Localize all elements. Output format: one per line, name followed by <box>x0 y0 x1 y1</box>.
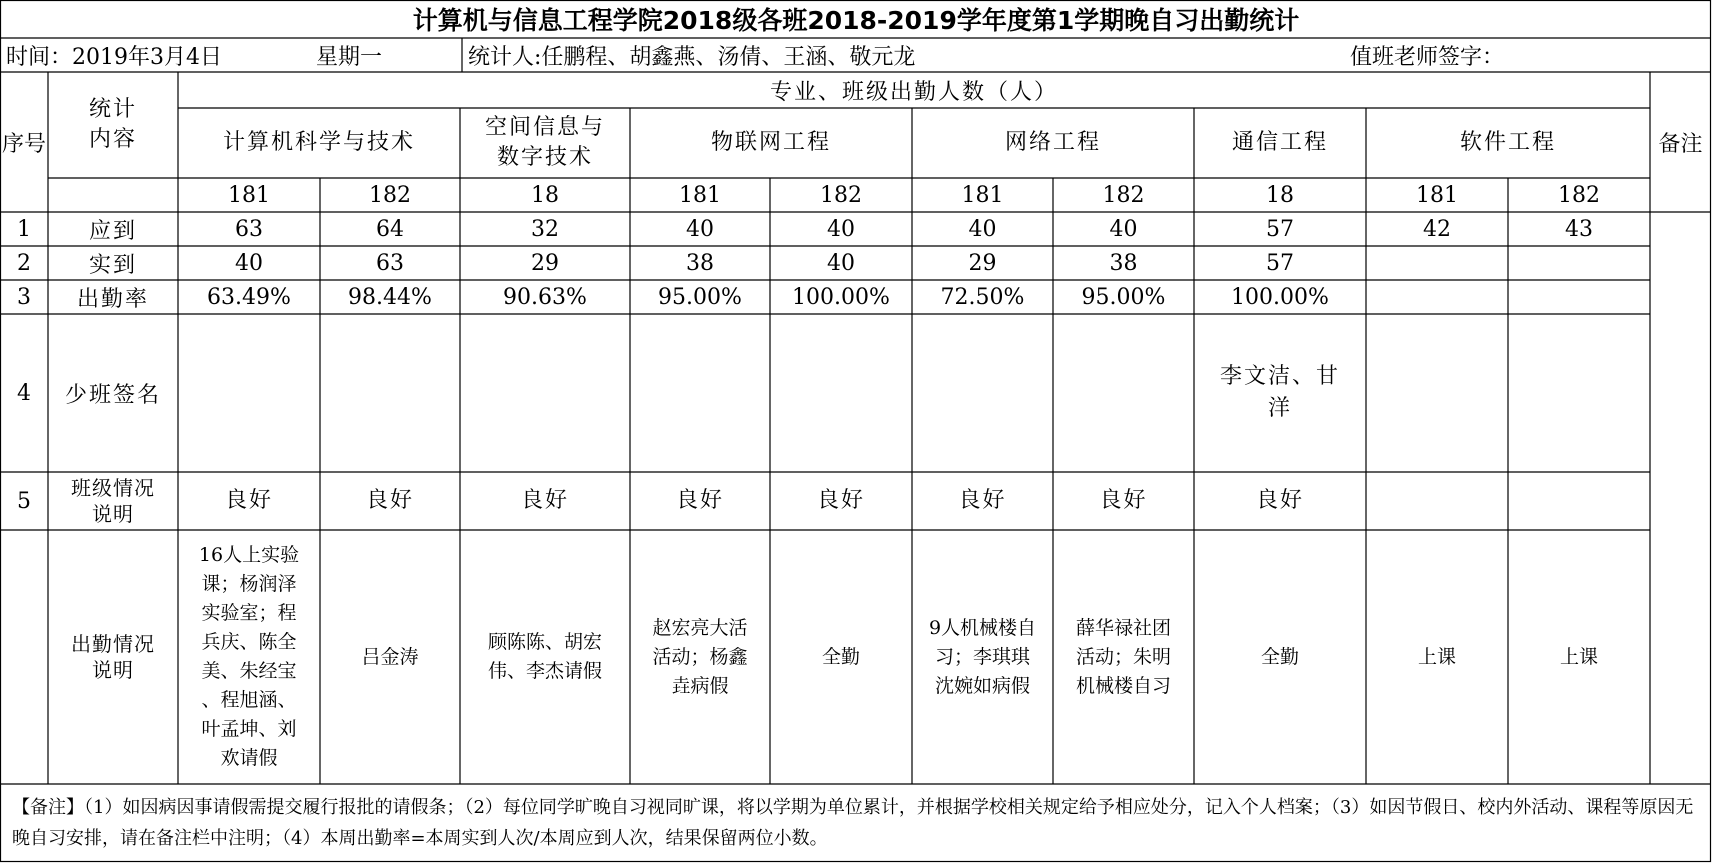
table-cell: 63 <box>376 250 404 276</box>
table-cell: 38 <box>1109 250 1138 276</box>
table-cell <box>1366 314 1508 472</box>
table-cell <box>1508 472 1650 530</box>
row-label: 少班签名 <box>64 382 161 408</box>
table-cell: 良好 <box>224 488 273 513</box>
table-cell: 42 <box>1423 216 1451 242</box>
class-header: 181 <box>1416 182 1458 208</box>
date-label: 时间：2019年3月4日 <box>6 44 222 70</box>
table-cell: 38 <box>686 250 714 276</box>
row-number: 2 <box>17 250 31 276</box>
teacher-sign-label: 值班老师签字： <box>1350 44 1505 70</box>
table-cell <box>1508 246 1650 280</box>
counters-label: 统计人:任鹏程、胡鑫燕、汤倩、王涵、敬元龙 <box>468 44 916 70</box>
table-cell: 72.50% <box>940 284 1025 310</box>
table-cell: 良好 <box>365 488 414 513</box>
table-cell: 全勤 <box>1260 645 1299 668</box>
table-cell: 良好 <box>520 488 569 513</box>
table-cell <box>1053 314 1194 472</box>
table-cell: 90.63% <box>503 284 587 310</box>
table-cell: 顾陈陈、胡宏 伟、李杰请假 <box>487 631 602 682</box>
major-header: 物联网工程 <box>710 130 831 155</box>
weekday-label: 星期一 <box>316 44 383 70</box>
row-number: 3 <box>17 284 31 310</box>
table-cell: 良好 <box>958 488 1007 513</box>
table-cell: 64 <box>376 216 404 242</box>
table-cell <box>1366 246 1508 280</box>
major-header: 计算机科学与技术 <box>222 130 415 155</box>
row-number: 4 <box>17 380 31 406</box>
table-cell: 95.00% <box>658 284 742 310</box>
table-cell: 63.49% <box>207 284 291 310</box>
table-cell: 赵宏亮大活 活动；杨鑫 垚病假 <box>652 616 748 697</box>
table-cell: 63 <box>235 216 263 242</box>
class-header: 182 <box>820 182 862 208</box>
table-cell: 40 <box>827 250 855 276</box>
table-cell: 良好 <box>816 488 865 513</box>
class-header: 181 <box>228 182 270 208</box>
row-label: 班级情况 说明 <box>71 476 155 526</box>
table-cell: 李文洁、甘 洋 <box>1219 364 1340 421</box>
table-cell: 32 <box>531 216 559 242</box>
table-cell: 上课 <box>1417 645 1456 668</box>
table-cell: 29 <box>531 250 559 276</box>
table-cell <box>1508 314 1650 472</box>
row-number: 5 <box>17 488 31 514</box>
table-cell: 薛华禄社团 活动；朱明 机械楼自习 <box>1075 616 1171 697</box>
table-cell: 40 <box>1109 216 1138 242</box>
row-number <box>0 530 48 784</box>
table-cell: 上课 <box>1559 645 1598 668</box>
row-label: 实到 <box>88 252 137 278</box>
table-cell: 16人上实验 课；杨润泽 实验室；程 兵庆、陈全 美、朱经宝 、程旭涵、 叶孟坤、刘 欢请假 <box>198 544 300 769</box>
table-cell: 100.00% <box>792 284 890 310</box>
table-cell: 全勤 <box>821 645 860 668</box>
table-cell: 良好 <box>1099 488 1148 513</box>
table-cell <box>912 314 1053 472</box>
table-cell: 57 <box>1266 250 1294 276</box>
table-cell <box>770 314 912 472</box>
table-cell: 吕金涛 <box>361 645 419 668</box>
row-label: 出勤率 <box>76 286 149 312</box>
table-cell: 良好 <box>675 488 724 513</box>
table-cell: 40 <box>235 250 263 276</box>
footnote: 【备注】（1）如因病因事请假需提交履行报批的请假条；（2）每位同学旷晚自习视同旷课，将以学期为单位累计，并根据学校相关规定给予相应处分，记入个人档案；（3）如因节假日、校内外活动、课程等原因无晚自习安排，请在备注栏中注明；（4）本周出勤率=本周实到人次/本周应到人次，结果保留两位小数。 <box>12 797 1694 849</box>
seq-header: 序号 <box>1 131 46 157</box>
table-cell <box>320 314 460 472</box>
class-header: 182 <box>1558 182 1600 208</box>
class-header: 18 <box>531 182 559 208</box>
table-cell: 57 <box>1266 216 1294 242</box>
table-cell: 良好 <box>1255 488 1304 513</box>
table-cell: 98.44% <box>348 284 432 310</box>
class-header: 18 <box>1266 182 1294 208</box>
major-header: 空间信息与 数字技术 <box>484 115 605 170</box>
table-cell <box>460 314 630 472</box>
table-cell <box>1508 280 1650 314</box>
class-header: 181 <box>961 182 1004 208</box>
table-cell: 9人机械楼自 习；李琪琪 沈婉如病假 <box>928 616 1037 697</box>
major-header: 通信工程 <box>1231 130 1328 155</box>
table-cell <box>1366 472 1508 530</box>
class-header: 181 <box>679 182 721 208</box>
table-cell: 40 <box>686 216 714 242</box>
row-number: 1 <box>17 216 31 242</box>
table-cell: 100.00% <box>1231 284 1329 310</box>
table-cell: 95.00% <box>1081 284 1166 310</box>
table-cell: 40 <box>827 216 855 242</box>
row-label: 应到 <box>88 218 137 244</box>
major-header: 软件工程 <box>1459 130 1556 155</box>
table-cell <box>1366 280 1508 314</box>
row-label: 出勤情况 说明 <box>71 632 155 682</box>
content-header: 统计 内容 <box>88 97 137 152</box>
table-cell <box>630 314 770 472</box>
table-cell: 40 <box>968 216 997 242</box>
table-cell <box>178 314 320 472</box>
class-header: 182 <box>1102 182 1145 208</box>
class-header: 182 <box>369 182 411 208</box>
page-title: 计算机与信息工程学院2018级各班2018-2019学年度第1学期晚自习出勤统计 <box>412 6 1300 35</box>
group-header: 专业、班级出勤人数（人） <box>769 79 1058 105</box>
table-cell: 29 <box>968 250 997 276</box>
table-cell: 43 <box>1565 216 1593 242</box>
major-header: 网络工程 <box>1004 130 1101 155</box>
remark-header: 备注 <box>1658 131 1703 157</box>
